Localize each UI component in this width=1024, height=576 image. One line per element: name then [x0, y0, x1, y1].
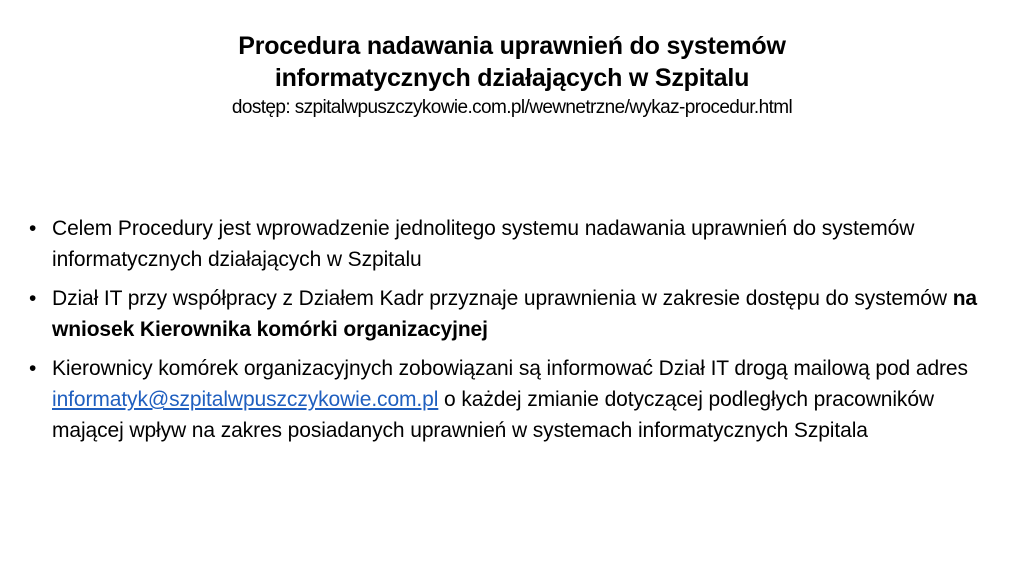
email-link[interactable]: informatyk@szpitalwpuszczykowie.com.pl — [52, 388, 439, 411]
bullet-icon: • — [29, 357, 37, 380]
title-line-1: Procedura nadawania uprawnień do systemów — [238, 32, 786, 60]
title-block — [40, 30, 984, 122]
bullet-icon: • — [29, 217, 37, 240]
bullet-text-3-after: o każdej zmianie dotyczącej podległych pracowników mającej wpływ na zakres posiadanych uprawnień w systemach informatycznych Szpitala — [52, 388, 934, 442]
bullet-text-2-bold: na wniosek Kierownika komórki organizacyjnej — [52, 287, 977, 341]
bullet-item-1 — [28, 213, 998, 275]
bullet-text-1: Celem Procedury jest wprowadzenie jednolitego systemu nadawania uprawnień do systemów informatycznych działających w Szpitalu — [52, 217, 915, 271]
title-line-2: informatycznych działających w Szpitalu — [274, 64, 750, 92]
bullet-icon: • — [29, 287, 37, 310]
bullet-list — [28, 213, 998, 454]
access-path: dostęp: szpitalwpuszczykowie.com.pl/wewnetrzne/wykaz-procedur.html — [231, 97, 793, 118]
bullet-text-2: Dział IT przy współpracy z Działem Kadr przyznaje uprawnienia w zakresie dostępu do systemów — [52, 287, 953, 310]
bullet-item-2 — [28, 283, 998, 345]
bullet-text-3: Kierownicy komórek organizacyjnych zobowiązani są informować Dział IT drogą mailową pod adres — [52, 357, 968, 380]
bullet-item-3 — [28, 353, 998, 446]
